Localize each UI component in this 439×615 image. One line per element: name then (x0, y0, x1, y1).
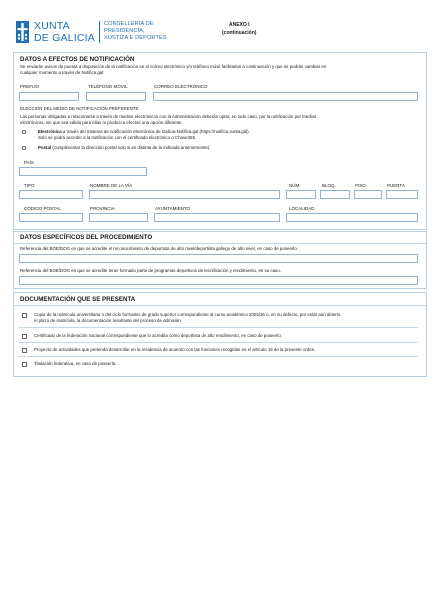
electronic-option-label: Electrónica (38, 129, 62, 134)
electronic-option-line-1 (38, 129, 250, 135)
prefix-field[interactable] (19, 92, 79, 101)
locality-label: LOCALIDAD (289, 206, 315, 211)
anexo-continuation: (continuación) (222, 30, 257, 36)
floor-label: PISO (355, 183, 366, 188)
locality-field[interactable] (286, 213, 418, 222)
municipality-label: AYUNTAMIENTO (155, 206, 191, 211)
anexo-title: ANEXO I (229, 22, 250, 28)
floor-field[interactable] (354, 190, 382, 199)
boe-reference-2-label: Referencia del BOE/DOG en que se acredite tener formado parte de programas deportivos de tecnificación y rendimiento, en su caso. (20, 268, 281, 273)
email-label: CORREO ELECTRÓNICO (154, 84, 208, 89)
notification-intro-line-1: Se enviarán avisos de puesta a disposición de la notificación en el correo electrónico y/o teléfono móvil facilitados a continuación y que se podrán cambiar en (20, 64, 327, 69)
boe-reference-1-field[interactable] (19, 254, 418, 263)
postal-code-field[interactable] (19, 213, 83, 222)
number-field[interactable] (286, 190, 316, 199)
department-line-3: XUSTIZA E DEPORTES (104, 35, 167, 41)
road-name-field[interactable] (89, 190, 280, 199)
doc-enrollment-checkbox[interactable] (22, 313, 27, 318)
xunta-logo-icon (16, 21, 29, 43)
door-field[interactable] (386, 190, 418, 199)
brand-galicia: DE GALICIA (34, 32, 95, 44)
notification-choice-text-2: electrónicos, sin que sea válida para ellas ni produzca efectos una opción diferente. (20, 120, 183, 125)
door-label: PUERTA (387, 183, 405, 188)
doc-activities-project-text: Proyecto de actividades que pretenda desarrollar en la residencia de acuerdo con las funciones recogidas en el artículo 15 de la presente orden. (34, 347, 316, 352)
road-type-field[interactable] (19, 190, 83, 199)
department-line-2: PRESIDENCIA, (104, 28, 145, 34)
block-label: BLOQ. (322, 183, 336, 188)
province-label: PROVINCIA (90, 206, 115, 211)
road-name-label: NOMBRE DE LA VÍA (90, 183, 133, 188)
doc-activities-project-checkbox[interactable] (22, 348, 27, 353)
boe-reference-2-field[interactable] (19, 276, 418, 285)
mobile-field[interactable] (86, 92, 146, 101)
mobile-label: TELÉFONO MÓVIL (88, 84, 128, 89)
notification-choice-title: ELECCIÓN DEL MEDIO DE NOTIFICACIÓN PREFERENTE (20, 106, 139, 111)
notification-choice-text-1: Las personas obligadas a relacionarse a través de medios electrónicos con la Administración deberán optar, en todo caso, por la notificación por medios (20, 114, 317, 119)
doc-federative-title-text: Titulación federativa, en caso de poseerla. (34, 361, 117, 366)
prefix-label: PREFIJO (20, 84, 40, 89)
postal-notification-radio[interactable] (22, 146, 26, 150)
postal-option-text: (cumplimentar la dirección postal solo si es distinta de la indicada anteriormente). (51, 145, 211, 150)
procedure-title-divider (13, 243, 426, 244)
country-field[interactable] (19, 167, 147, 176)
block-field[interactable] (320, 190, 350, 199)
brand-divider (99, 21, 100, 43)
electronic-option-text: a través del Sistema de notificación electrónica de Galicia-Notifica.gal (https://notifica.xunta.gal). (61, 129, 250, 134)
postal-option-label: Postal (38, 145, 52, 150)
doc-enrollment-line-1: Copia de la matrícula universitaria o del ciclo formativo de grado superior correspondiente al curso académico 2025/26 o, en su defecto, por estar aún abierto (34, 312, 341, 317)
brand-xunta: XUNTA (34, 20, 70, 32)
doc-enrollment-line-2: el plazo de matrícula, la documentación resultante del proceso de admisión. (34, 318, 182, 323)
postal-option-line (38, 145, 211, 151)
doc-federative-title-checkbox[interactable] (22, 362, 27, 367)
municipality-field[interactable] (154, 213, 280, 222)
province-field[interactable] (89, 213, 148, 222)
notification-section-title: DATOS A EFECTOS DE NOTIFICACIÓN (20, 56, 135, 63)
road-type-label: TIPO (24, 183, 35, 188)
doc-federation-certificate-checkbox[interactable] (22, 334, 27, 339)
postal-code-label: CÓDIGO POSTAL (24, 206, 61, 211)
doc-divider-1 (19, 327, 418, 328)
department-line-1: CONSELLERÍA DE (104, 21, 154, 27)
notification-section (13, 52, 427, 230)
procedure-section-title: DATOS ESPECÍFICOS DEL PROCEDIMIENTO (20, 234, 153, 241)
boe-reference-1-label: Referencia del BOE/DOG en que se acredite el reconocimiento de deportista de alto nivel/deportista gallego de alto nivel, en caso de poseerlo. (20, 246, 298, 251)
documentation-section-title: DOCUMENTACIÓN QUE SE PRESENTA (20, 296, 136, 303)
country-label: PAÍS (24, 160, 34, 165)
notification-intro-line-2: cualquier momento a través de Notifica.gal: (20, 70, 105, 75)
documentation-title-divider (13, 305, 426, 306)
doc-federation-certificate-text: Certificado de la federación nacional correspondiente que lo acredita como deportista de alto rendimiento, en caso de poseerlo. (34, 333, 282, 338)
electronic-option-line-2: Solo se podrá acceder a la notificación con el certificado electrónico o Chave365. (38, 135, 197, 140)
email-field[interactable] (153, 92, 418, 101)
electronic-notification-radio[interactable] (22, 130, 26, 134)
number-label: NÚM. (289, 183, 301, 188)
doc-divider-2 (19, 342, 418, 343)
doc-divider-3 (19, 356, 418, 357)
